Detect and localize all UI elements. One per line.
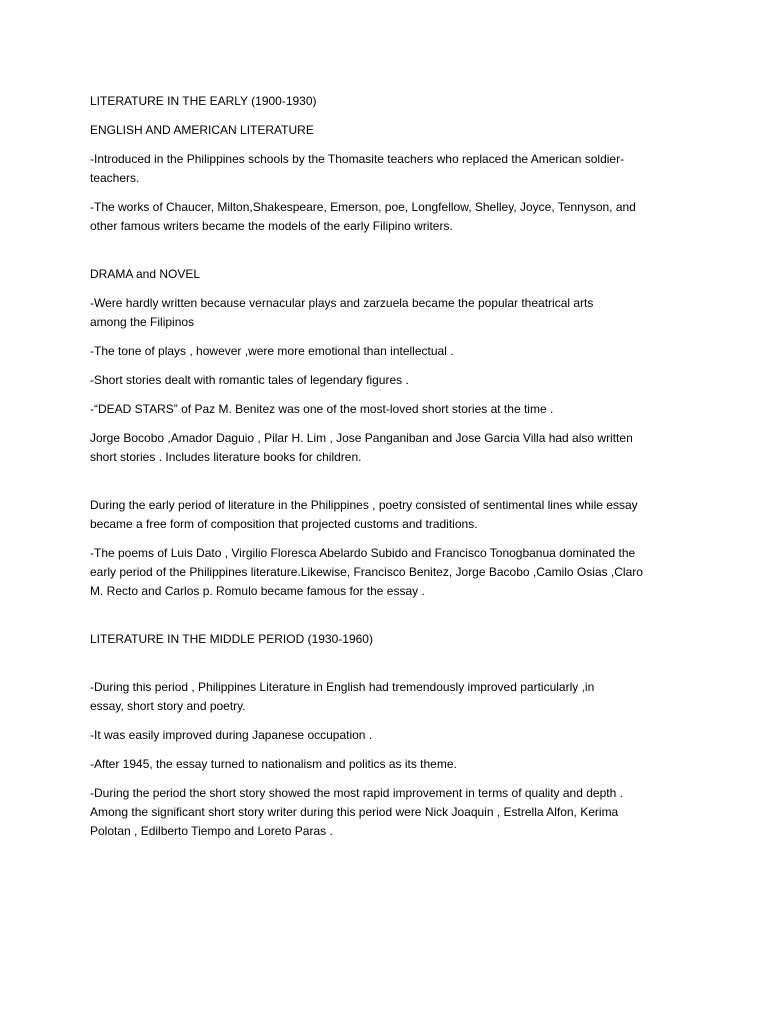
line: -The poems of Luis Dato , Virgilio Floresca Abelardo Subido and Francisco Tonogbanua dominated the <box>90 546 636 560</box>
line: During the early period of literature in the Philippines , poetry consisted of sentimental lines while essay <box>90 498 638 512</box>
line: essay, short story and poetry. <box>90 699 246 713</box>
spacer <box>90 246 690 265</box>
paragraph <box>90 150 690 188</box>
section-heading-early: LITERATURE IN THE EARLY (1900-1930) <box>90 94 317 108</box>
paragraph <box>90 678 690 716</box>
line: short stories . Includes literature books for children. <box>90 450 362 464</box>
paragraph <box>90 544 690 601</box>
line: -During the period the short story showed the most rapid improvement in terms of quality and depth . <box>90 786 623 800</box>
line: -The works of Chaucer, Milton,Shakespeare, Emerson, poe, Longfellow, Shelley, Joyce, Tennyson, and <box>90 200 636 214</box>
paragraph <box>90 294 690 332</box>
paragraph: -“DEAD STARS” of Paz M. Benitez was one of the most-loved short stories at the time . <box>90 402 554 416</box>
paragraph <box>90 198 690 236</box>
line: other famous writers became the models of the early Filipino writers. <box>90 219 453 233</box>
spacer <box>90 659 690 678</box>
spacer <box>90 611 690 630</box>
paragraph <box>90 429 690 467</box>
line: -During this period , Philippines Literature in English had tremendously improved particularly ,in <box>90 680 595 694</box>
line: among the Filipinos <box>90 315 195 329</box>
paragraph <box>90 784 690 841</box>
document-page <box>90 92 690 851</box>
paragraph: -The tone of plays , however ,were more emotional than intellectual . <box>90 344 454 358</box>
section-subheading-english-american: ENGLISH AND AMERICAN LITERATURE <box>90 123 314 137</box>
section-heading-middle-period: LITERATURE IN THE MIDDLE PERIOD (1930-1960) <box>90 632 373 646</box>
section-heading-drama-novel: DRAMA and NOVEL <box>90 267 201 281</box>
line: early period of the Philippines literature.Likewise, Francisco Benitez, Jorge Bacobo ,Camilo Osias ,Claro <box>90 565 643 579</box>
line: Polotan , Edilberto Tiempo and Loreto Paras . <box>90 824 333 838</box>
paragraph: -Short stories dealt with romantic tales of legendary figures . <box>90 373 409 387</box>
line: -Introduced in the Philippines schools by the Thomasite teachers who replaced the American soldier- <box>90 152 625 166</box>
line: Jorge Bocobo ,Amador Daguio , Pilar H. Lim , Jose Panganiban and Jose Garcia Villa had also written <box>90 431 633 445</box>
paragraph <box>90 496 690 534</box>
line: Among the significant short story writer during this period were Nick Joaquin , Estrella Alfon, Kerima <box>90 805 619 819</box>
line: -Were hardly written because vernacular plays and zarzuela became the popular theatrical arts <box>90 296 594 310</box>
line: teachers. <box>90 171 140 185</box>
paragraph: -It was easily improved during Japanese occupation . <box>90 728 373 742</box>
paragraph: -After 1945, the essay turned to nationalism and politics as its theme. <box>90 757 457 771</box>
line: M. Recto and Carlos p. Romulo became famous for the essay . <box>90 584 425 598</box>
line: became a free form of composition that projected customs and traditions. <box>90 517 478 531</box>
spacer <box>90 477 690 496</box>
